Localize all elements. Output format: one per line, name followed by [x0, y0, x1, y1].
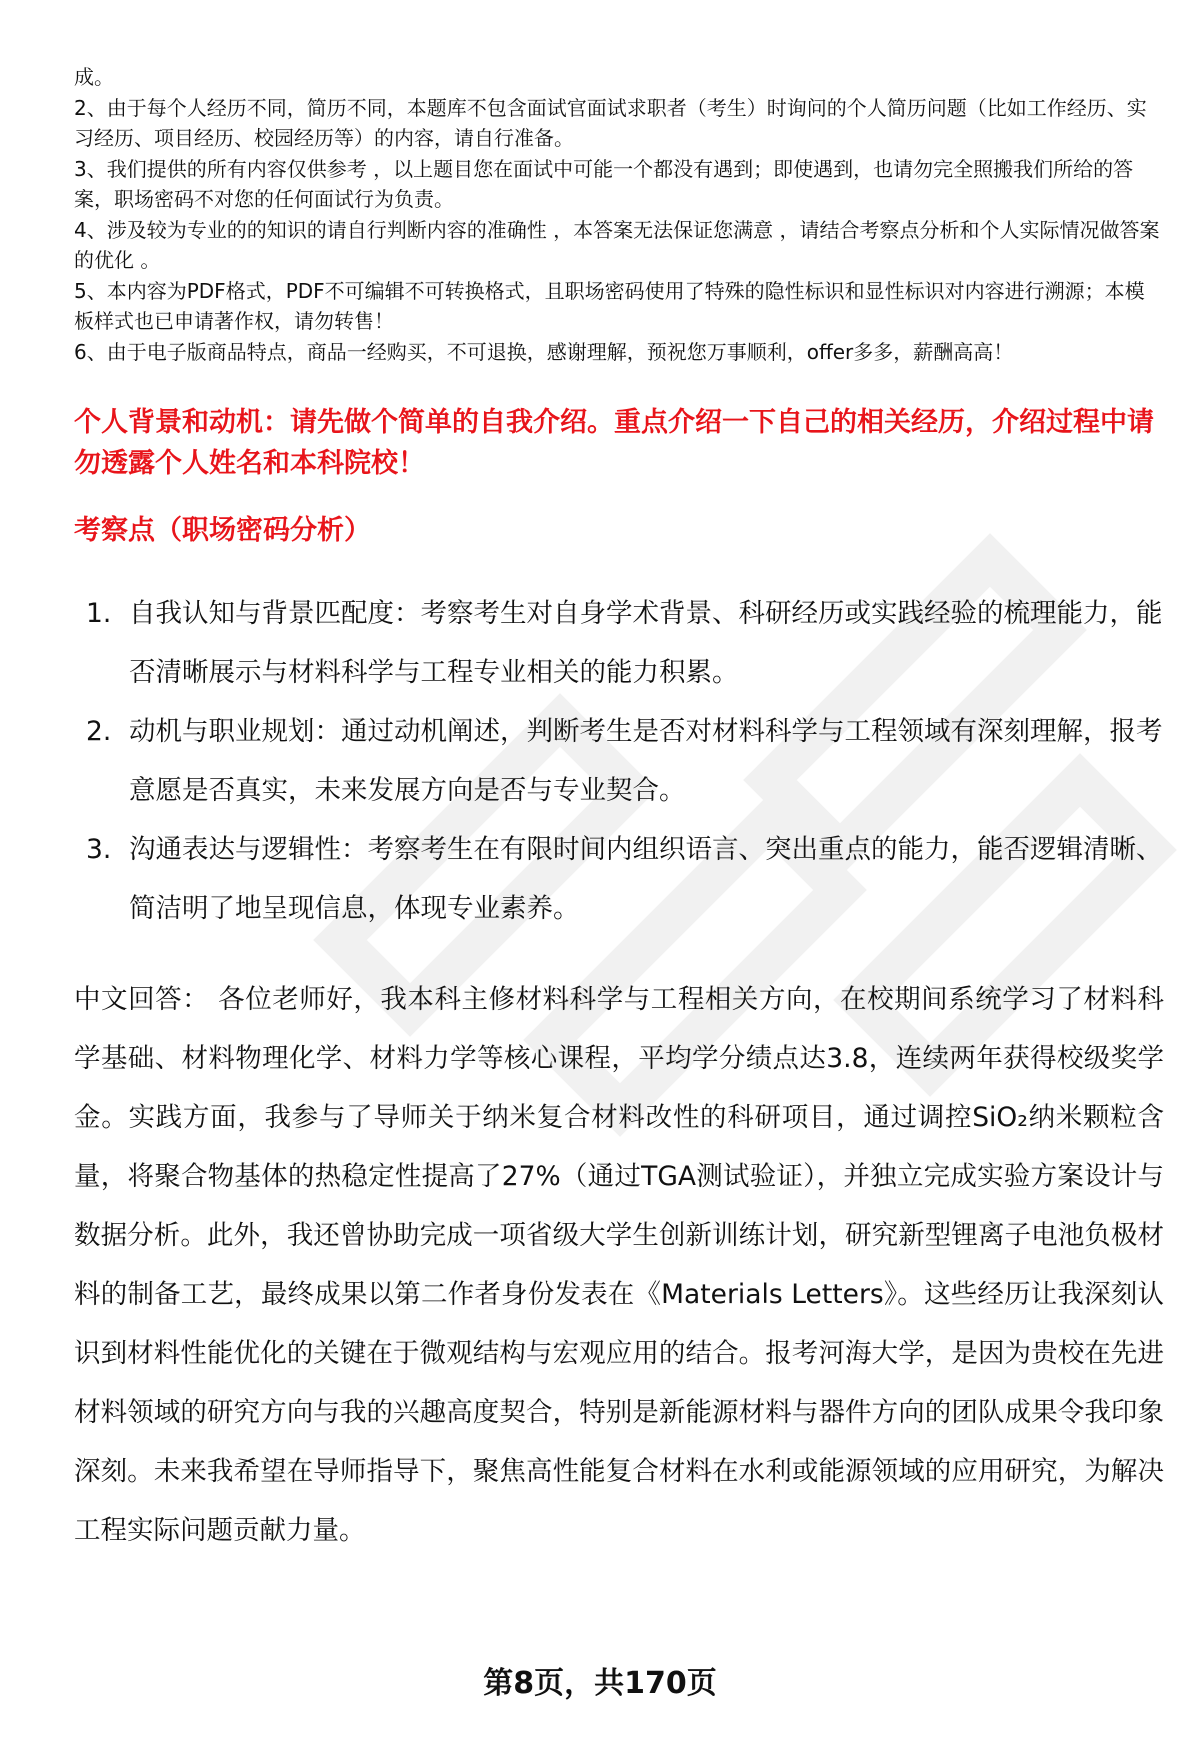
notice-item: 2、由于每个人经历不同，简历不同，本题库不包含面试官面试求职者（考生）时询问的个人简历问题（比如工作经历、实习经历、项目经历、校园经历等）的内容，请自行准备。 — [74, 95, 1147, 150]
notice-list — [74, 62, 1164, 367]
notice-item: 6、由于电子版商品特点，商品一经购买，不可退换，感谢理解，预祝您万事顺利，offer多多，薪酬高高！ — [74, 339, 1014, 364]
list-number: 2. — [86, 716, 112, 747]
list-item-text: 沟通表达与逻辑性：考察考生在有限时间内组织语言、突出重点的能力，能否逻辑清晰、简洁明了地呈现信息，体现专业素养。 — [129, 834, 1163, 924]
list-item-text: 动机与职业规划：通过动机阐述，判断考生是否对材料科学与工程领域有深刻理解，报考意愿是否真实，未来发展方向是否与专业契合。 — [129, 716, 1163, 806]
notice-item: 4、涉及较为专业的的知识的请自行判断内容的准确性 ，本答案无法保证您满意 ，请结合考察点分析和个人实际情况做答案的优化 。 — [74, 217, 1160, 272]
exam-points-list — [74, 584, 1164, 938]
question-heading: 个人背景和动机：请先做个简单的自我介绍。重点介绍一下自己的相关经历，介绍过程中请勿透露个人姓名和本科院校！ — [74, 407, 1154, 479]
list-number: 1. — [86, 598, 112, 629]
notice-item: 5、本内容为PDF格式，PDF不可编辑不可转换格式，且职场密码使用了特殊的隐性标识和显性标识对内容进行溯源；本模板样式也已申请著作权，请勿转售！ — [74, 278, 1145, 333]
exam-points-heading: 考察点（职场密码分析） — [74, 515, 371, 546]
list-item-text: 自我认知与背景匹配度：考察考生对自身学术背景、科研经历或实践经验的梳理能力，能否清晰展示与材料科学与工程专业相关的能力积累。 — [129, 598, 1163, 688]
notice-item: 3、我们提供的所有内容仅供参考 ，以上题目您在面试中可能一个都没有遇到；即使遇到，也请勿完全照搬我们所给的答案，职场密码不对您的任何面试行为负责。 — [74, 156, 1134, 211]
list-item — [74, 584, 1164, 702]
list-item — [74, 702, 1164, 820]
list-item — [74, 820, 1164, 938]
list-number: 3. — [86, 834, 112, 865]
answer-paragraph: 中文回答： 各位老师好，我本科主修材料科学与工程相关方向，在校期间系统学习了材料科学基础、材料物理化学、材料力学等核心课程，平均学分绩点达3.8，连续两年获得校级奖学金。实践方面，我参与了导师关于纳米复合材料改性的科研项目，通过调控SiO₂纳米颗粒含量，将聚合物基体的热稳定性提高了27%（通过TGA测试验证），并独立完成实验方案设计与数据分析。此外，我还曾协助完成一项省级大学生创新训练计划，研究新型锂离子电池负极材料的制备工艺，最终成果以第二作者身份发表在《Materials Letters》。这些经历让我深刻认识到材料性能优化的关键在于微观结构与宏观应用的结合。报考河海大学，是因为贵校在先进材料领域的研究方向与我的兴趣高度契合，特别是新能源材料与器件方向的团队成果令我印象深刻。未来我希望在导师指导下，聚焦高性能复合材料在水利或能源领域的应用研究，为解决工程实际问题贡献力量。 — [74, 984, 1164, 1546]
notice-item: 成。 — [74, 65, 114, 89]
page-number: 第8页，共170页 — [483, 1666, 717, 1701]
